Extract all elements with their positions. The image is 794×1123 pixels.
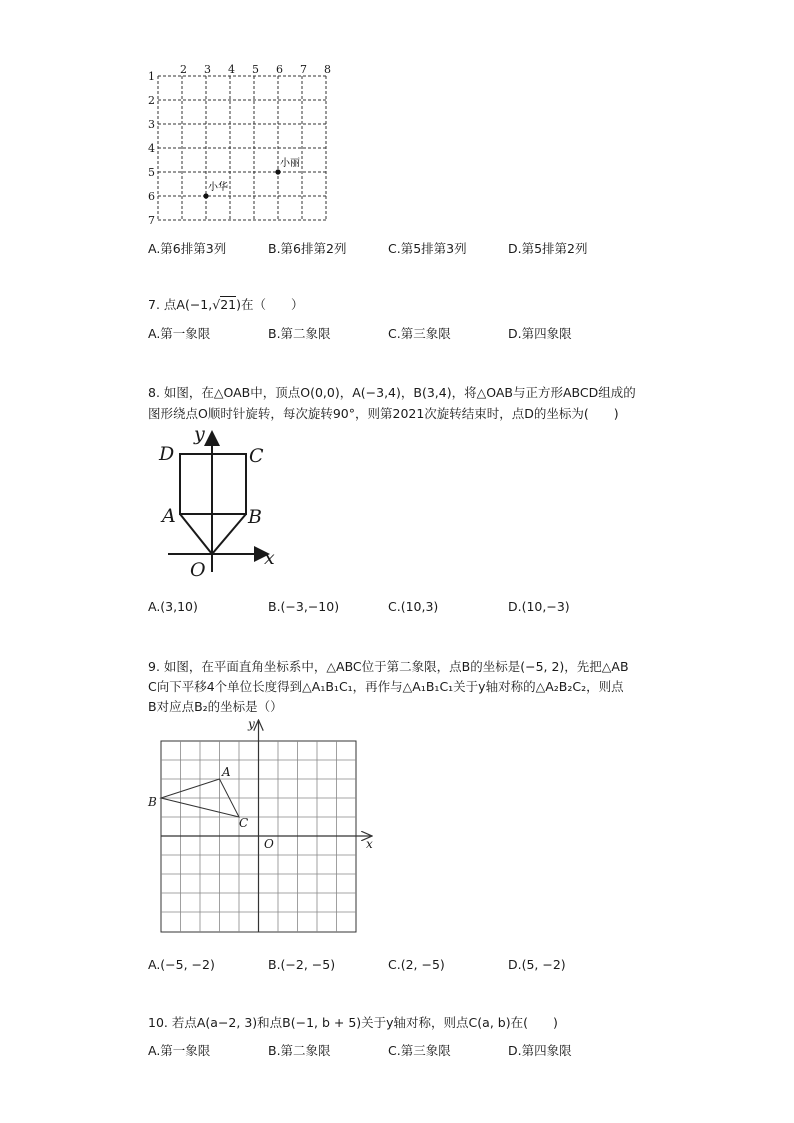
- q6-option-c[interactable]: C.第5排第3列: [388, 241, 467, 256]
- row-label: 1: [148, 70, 155, 83]
- q10-option-c[interactable]: C.第三象限: [388, 1043, 451, 1058]
- q10-option-a[interactable]: A.第一象限: [148, 1043, 211, 1058]
- label-x: x: [366, 837, 373, 851]
- sqrt-icon: √: [212, 297, 221, 312]
- label-o: O: [264, 837, 274, 851]
- q7-suffix: )在（ ）: [236, 297, 304, 312]
- q6-option-b[interactable]: B.第6排第2列: [268, 241, 347, 256]
- label-o: O: [190, 559, 206, 580]
- label-d: D: [159, 443, 175, 465]
- label-c: C: [239, 816, 249, 830]
- label-x: x: [264, 547, 275, 569]
- point-xiaohua-label: 小华: [208, 182, 228, 193]
- col-label: 8: [324, 63, 331, 76]
- label-b: B: [148, 795, 157, 809]
- q9-question-line3: B对应点B₂的坐标是（）: [148, 699, 283, 714]
- coordinate-grid-figure: [140, 716, 380, 938]
- col-label: 7: [300, 63, 307, 76]
- q8-question-line1: 8. 如图，在△OAB中，顶点O(0,0)，A(−3,4)，B(3,4)，将△OAB与正方形ABCD组成的: [148, 385, 636, 400]
- rotation-figure: [150, 424, 285, 580]
- q10-option-b[interactable]: B.第二象限: [268, 1043, 331, 1058]
- label-y: y: [248, 717, 255, 731]
- col-label: 6: [276, 63, 283, 76]
- seat-grid-figure: [140, 62, 340, 227]
- q8-option-a[interactable]: A.(3,10): [148, 599, 198, 614]
- q9-option-c[interactable]: C.(2, −5): [388, 957, 445, 972]
- q10-question: 10. 若点A(a−2, 3)和点B(−1, b + 5)关于y轴对称，则点C(a, b)在( ): [148, 1015, 558, 1030]
- label-c: C: [249, 445, 264, 467]
- q9-option-b[interactable]: B.(−2, −5): [268, 957, 336, 972]
- q7-prefix: 7. 点A(−1,: [148, 297, 213, 312]
- col-label: 5: [252, 63, 259, 76]
- q6-option-a[interactable]: A.第6排第3列: [148, 241, 227, 256]
- q8-option-d[interactable]: D.(10,−3): [508, 599, 570, 614]
- q9-option-d[interactable]: D.(5, −2): [508, 957, 566, 972]
- q9-question-line2: C向下平移4个单位长度得到△A₁B₁C₁，再作与△A₁B₁C₁关于y轴对称的△A₂B₂C₂，则点: [148, 679, 624, 694]
- row-label: 2: [148, 94, 155, 107]
- q9-option-a[interactable]: A.(−5, −2): [148, 957, 215, 972]
- grid-lines: [158, 76, 326, 220]
- q7-option-d[interactable]: D.第四象限: [508, 326, 572, 341]
- point-xiaoli-label: 小丽: [280, 158, 300, 169]
- point-xiaohua: [203, 193, 208, 198]
- row-label: 6: [148, 190, 155, 203]
- row-label: 4: [148, 142, 155, 155]
- q7-option-b[interactable]: B.第二象限: [268, 326, 331, 341]
- q8-option-b[interactable]: B.(−3,−10): [268, 599, 340, 614]
- col-label: 2: [180, 63, 187, 76]
- row-label: 3: [148, 118, 155, 131]
- row-label: 7: [148, 214, 155, 227]
- col-label: 3: [204, 63, 211, 76]
- label-b: B: [248, 506, 262, 528]
- q10-option-d[interactable]: D.第四象限: [508, 1043, 572, 1058]
- q7-question: [148, 295, 304, 313]
- label-a: A: [162, 505, 176, 527]
- q7-option-a[interactable]: A.第一象限: [148, 326, 211, 341]
- q8-option-c[interactable]: C.(10,3): [388, 599, 439, 614]
- q8-question-line2: 图形绕点O顺时针旋转，每次旋转90°，则第2021次旋转结束时，点D的坐标为( ): [148, 406, 619, 421]
- col-label: 4: [228, 63, 235, 76]
- q6-option-d[interactable]: D.第5排第2列: [508, 241, 588, 256]
- q7-radicand: 21: [220, 297, 237, 312]
- label-y: y: [194, 424, 205, 445]
- q7-option-c[interactable]: C.第三象限: [388, 326, 451, 341]
- q9-question-line1: 9. 如图，在平面直角坐标系中，△ABC位于第二象限，点B的坐标是(−5, 2)，先把△AB: [148, 659, 629, 674]
- label-a: A: [222, 765, 231, 779]
- row-label: 5: [148, 166, 155, 179]
- point-xiaoli: [275, 169, 280, 174]
